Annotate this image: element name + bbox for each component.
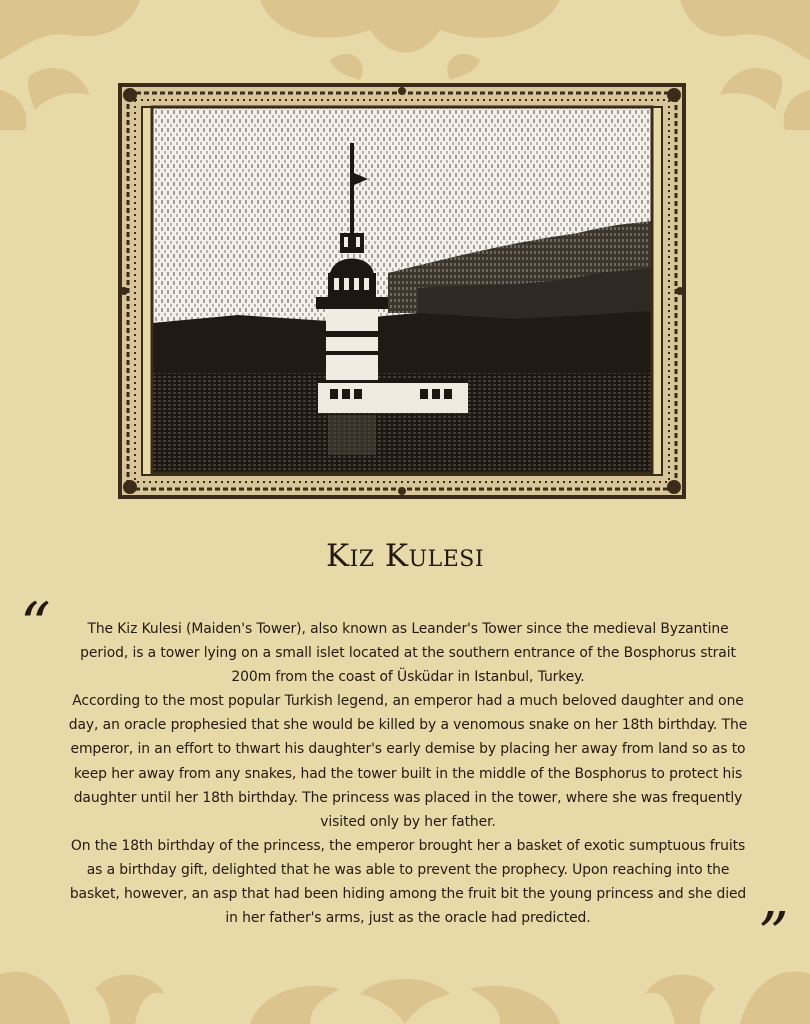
page-title: Kiz Kulesi (325, 538, 485, 574)
story-paragraph-3: On the 18th birthday of the princess, the emperor brought her a basket of exotic sumptuous fruits as a birthday gift, delighted that he was able to prevent the prophecy. Upon reaching into the basket, however, an asp that had been hiding among the fruit bit the young princess and she died in her father's arms, just as the oracle had predicted. (69, 837, 747, 927)
maidens-tower-engraving (118, 83, 686, 499)
open-quote-mark: “ (20, 590, 51, 660)
story-text (68, 617, 748, 930)
bottom-ornament-pattern (0, 954, 810, 1024)
close-quote-mark: ” (758, 900, 789, 970)
story-paragraph-2: According to the most popular Turkish legend, an emperor had a much beloved daughter and one day, an oracle prophesied that she would be killed by a venomous snake on her 18th birthday. The emperor, in an effort to thwart his daughter's early demise by placing her away from land so as to keep her away from any snakes, had the tower built in the middle of the Bosphorus to protect his daughter until her 18th birthday. The princess was placed in the tower, where she was frequently visited only by her father. (68, 693, 748, 830)
story-paragraph-1: The Kiz Kulesi (Maiden's Tower), also known as Leander's Tower since the medieval Byzantine period, is a tower lying on a small islet located at the southern entrance of the Bosphorus strait 200m from the coast of Üsküdar in Istanbul, Turkey. (80, 621, 736, 686)
